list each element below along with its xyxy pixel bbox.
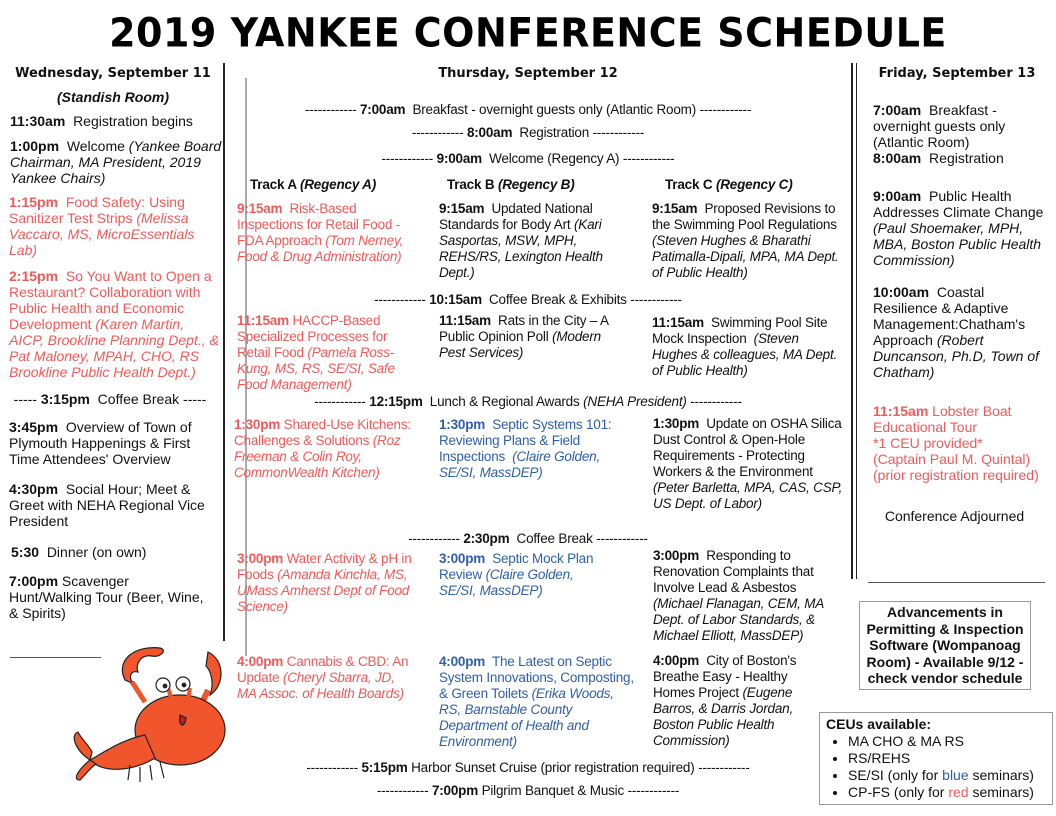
ceu-item: • SE/SI (only for blue seminars)	[848, 767, 1046, 784]
fri-event: 7:00am Breakfast - overnight guests only (Atlantic Room) 8:00am Registration	[873, 102, 1006, 166]
thu-plenary: ------------ 10:15am Coffee Break & Exhibits ------------	[374, 292, 682, 307]
track-c-header: Track C (Regency C)	[665, 177, 793, 192]
friday-heading: Friday, September 13	[878, 66, 1036, 81]
thursday-heading: Thursday, September 12	[438, 66, 618, 81]
divider-right-inner	[856, 63, 857, 579]
thu-plenary: ------------ 7:00am Breakfast - overnight guests only (Atlantic Room) ------------	[304, 102, 752, 117]
thu-plenary: ------------ 12:15pm Lunch & Regional Awards (NEHA President) ------------	[314, 394, 742, 409]
ceu-box	[819, 712, 1053, 805]
fri-event-red: 11:15am Lobster Boat Educational Tour *1 CEU provided* (Captain Paul M. Quintal) (prior registration required)	[873, 403, 1039, 483]
wed-event-red: 1:15pm Food Safety: Using Sanitizer Test Strips (Melissa Vaccaro, MS, MicroEssentials Lab)	[9, 194, 195, 258]
session-a-300: 3:00pm Water Activity & pH in Foods (Amanda Kinchla, MS, UMass Amherst Dept of Food Science)	[237, 551, 412, 614]
fri-event: 9:00am Public Health Addresses Climate Change (Paul Shoemaker, MPH, MBA, Boston Public Health Commission)	[873, 188, 1044, 268]
vendor-box: Advancements in Permitting & Inspection Software (Wompanoag Room) - Available 9/12 - check vendor schedule	[859, 601, 1031, 690]
thu-plenary: ------------ 9:00am Welcome (Regency A) ------------	[381, 151, 675, 166]
divider-left	[223, 63, 225, 641]
wednesday-room: (Standish Room)	[57, 89, 169, 105]
wednesday-column	[4, 66, 222, 105]
session-c-915: 9:15am Proposed Revisions to the Swimming Pool Regulations (Steven Hughes & Bharathi Patimalla-Dipali, MPA, MA Dept. of Public Health)	[652, 201, 839, 280]
wed-event-red: 2:15pm So You Want to Open a Restaurant? Collaboration with Public Health and Economic Development (Karen Martin, AICP, Brookline Planning Dept., & Pat Maloney, MPAH, CHO, RS Brookline Public Health Dept.)	[9, 268, 219, 380]
session-c-1115: 11:15am Swimming Pool Site Mock Inspection (Steven Hughes & colleagues, MA Dept. of Public Health)	[652, 315, 838, 378]
wed-coffee-break: ----- 3:15pm Coffee Break -----	[13, 391, 207, 407]
wed-event: 11:30am Registration begins	[10, 113, 193, 129]
thu-plenary: ------------ 2:30pm Coffee Break ------------	[408, 531, 648, 546]
wed-event: 5:30 Dinner (on own)	[11, 544, 147, 560]
track-b-header: Track B (Regency B)	[447, 177, 575, 192]
track-a-header: Track A (Regency A)	[250, 177, 377, 192]
session-b-400: 4:00pm The Latest on Septic System Innovations, Composting, & Green Toilets (Erika Woods, RS, Barnstable County Department of Health and Environment)	[439, 654, 634, 749]
session-b-915: 9:15am Updated National Standards for Body Art (Kari Sasportas, MSW, MPH, REHS/RS, Lexington Health Dept.)	[439, 201, 603, 280]
session-a-400: 4:00pm Cannabis & CBD: An Update (Cheryl Sbarra, JD, MA Assoc. of Health Boards)	[237, 654, 409, 701]
page-title: 2019 YANKEE CONFERENCE SCHEDULE	[109, 9, 947, 57]
ceu-item: • CP-FS (only for red seminars)	[848, 784, 1046, 801]
lobster-icon	[60, 640, 230, 790]
wednesday-heading: Wednesday, September 11	[15, 66, 211, 81]
session-a-130: 1:30pm Shared-Use Kitchens: Challenges & Solutions (Roz Freeman & Colin Roy, CommonWealth Kitchen)	[234, 417, 411, 480]
session-c-300: 3:00pm Responding to Renovation Complaints that Involve Lead & Asbestos (Michael Flanagan, CEM, MA Dept. of Labor Standards, & Michael Elliott, MassDEP)	[653, 548, 824, 643]
thu-plenary: ------------ 5:15pm Harbor Sunset Cruise (prior registration required) ------------	[306, 760, 750, 775]
session-b-1115: 11:15am Rats in the City – A Public Opinion Poll (Modern Pest Services)	[439, 313, 609, 360]
wed-event: 4:30pm Social Hour; Meet & Greet with NEHA Regional Vice President	[9, 481, 205, 529]
thu-plenary: ------------ 7:00pm Pilgrim Banquet & Music ------------	[376, 783, 680, 798]
session-a-1115: 11:15am HACCP-Based Specialized Processes for Retail Food (Pamela Ross-Kung, MS, RS, SE/SI, Safe Food Management)	[237, 313, 395, 392]
ceu-heading: CEUs available:	[826, 716, 932, 732]
ceu-item: • RS/REHS	[848, 750, 1046, 767]
session-b-130: 1:30pm Septic Systems 101: Reviewing Plans & Field Inspections (Claire Golden, SE/SI, MassDEP)	[439, 417, 612, 480]
session-c-400: 4:00pm City of Boston's Breathe Easy - Healthy Homes Project (Eugene Barros, & Darris Jordan, Boston Public Health Commission)	[653, 653, 797, 748]
session-c-130: 1:30pm Update on OSHA Silica Dust Control & Open-Hole Requirements - Protecting Workers & the Environment (Peter Barletta, MPA, CAS, CSP, US Dept. of Labor)	[653, 416, 843, 511]
fri-event: 10:00am Coastal Resilience & Adaptive Management:Chatham's Approach (Robert Duncanson, Ph.D, Town of Chatham)	[873, 284, 1040, 380]
session-b-300: 3:00pm Septic Mock Plan Review (Claire Golden, SE/SI, MassDEP)	[439, 551, 594, 598]
rule-friday	[868, 582, 1045, 583]
divider-right	[851, 63, 853, 579]
conference-adjourned: Conference Adjourned	[884, 508, 1025, 524]
thu-plenary: ------------ 8:00am Registration ------------	[411, 125, 645, 140]
wed-event: 1:00pm Welcome (Yankee Board Chairman, MA President, 2019 Yankee Chairs)	[10, 138, 222, 186]
ceu-list	[826, 733, 1046, 801]
wed-event: 3:45pm Overview of Town of Plymouth Happenings & First Time Attendees' Overview	[9, 419, 192, 467]
wed-event: 7:00pm Scavenger Hunt/Walking Tour (Beer, Wine, & Spirits)	[9, 573, 204, 621]
session-a-915: 9:15am Risk-Based Inspections for Retail Food - FDA Approach (Tom Nerney, Food & Drug Administration)	[237, 201, 404, 264]
ceu-item: • MA CHO & MA RS	[848, 733, 1046, 750]
